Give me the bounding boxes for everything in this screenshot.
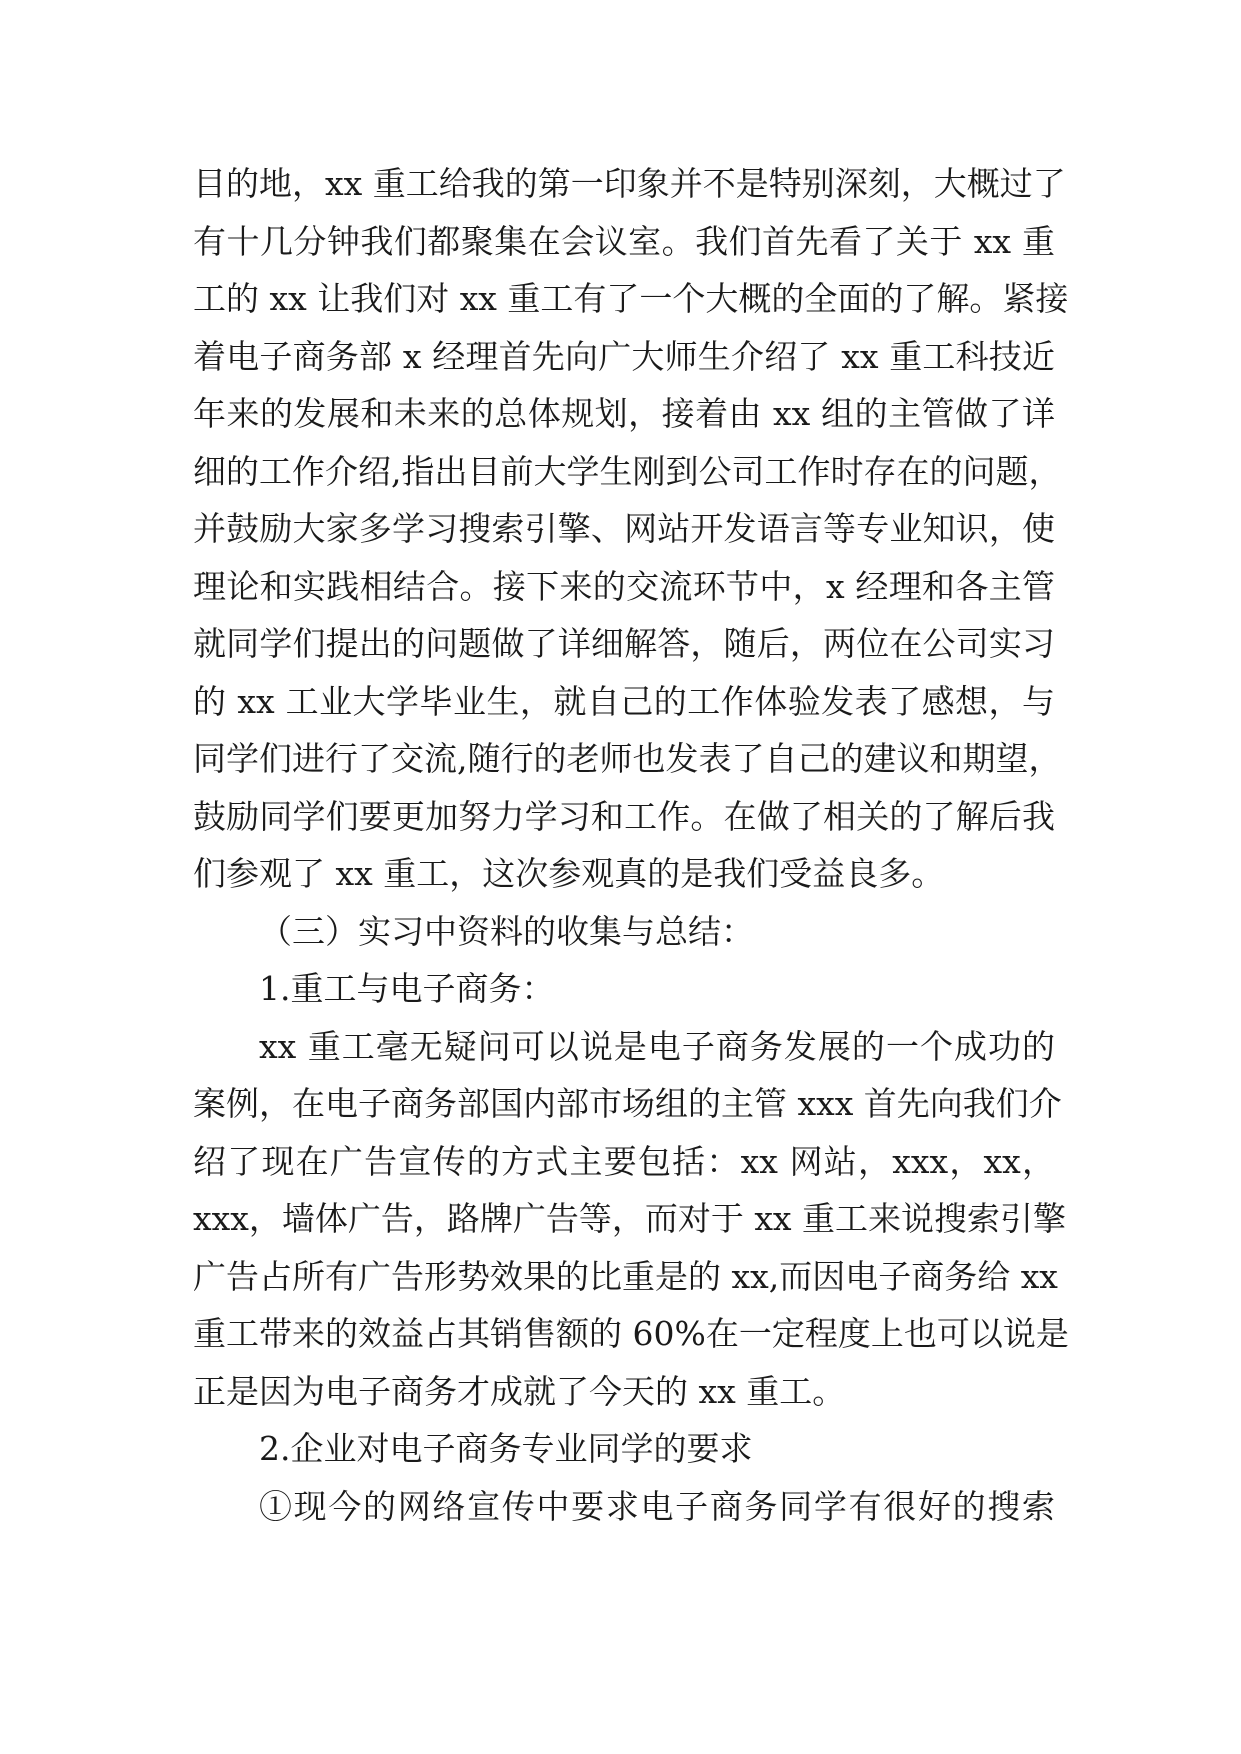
text-line: 细的工作介绍,指出目前大学生刚到公司工作时存在的问题， (193, 451, 1062, 491)
text-line: ①现今的网络宣传中要求电子商务同学有很好的搜索 (259, 1486, 1055, 1526)
text-line: 目的地，xx 重工给我的第一印象并不是特别深刻，大概过了 (193, 164, 1066, 203)
text-line: 年来的发展和未来的总体规划，接着由 xx 组的主管做了详 (193, 394, 1055, 433)
text-line: 鼓励同学们要更加努力学习和工作。在做了相关的了解后我 (193, 796, 1055, 836)
section-heading: （三）实习中资料的收集与总结： (259, 911, 754, 951)
text-line: 正是因为电子商务才成就了今天的 xx 重工。 (193, 1371, 846, 1411)
text-line: 工的 xx 让我们对 xx 重工有了一个大概的全面的了解。紧接 (193, 279, 1069, 318)
text-line: 们参观了 xx 重工，这次参观真的是我们受益良多。 (193, 854, 945, 893)
text-line: 并鼓励大家多学习搜索引擎、网站开发语言等专业知识，使 (193, 509, 1055, 548)
text-line: xx 重工毫无疑问可以说是电子商务发展的一个成功的 (259, 1026, 1055, 1066)
text-line: 重工带来的效益占其销售额的 60%在一定程度上也可以说是 (193, 1314, 1069, 1353)
body-text (193, 155, 1069, 1535)
text-line: 理论和实践相结合。接下来的交流环节中，x 经理和各主管 (193, 566, 1055, 606)
text-line: 广告占所有广告形势效果的比重是的 xx,而因电子商务给 xx (193, 1256, 1058, 1296)
text-line: xxx，墙体广告，路牌广告等，而对于 xx 重工来说搜索引擎 (193, 1199, 1067, 1238)
text-line: 就同学们提出的问题做了详细解答，随后，两位在公司实习 (193, 624, 1055, 663)
text-line: 同学们进行了交流,随行的老师也发表了自己的建议和期望， (193, 739, 1062, 778)
text-line: 案例，在电子商务部国内部市场组的主管 xxx 首先向我们介 (193, 1084, 1062, 1123)
text-line: 绍了现在广告宣传的方式主要包括：xx 网站，xxx，xx， (193, 1141, 1055, 1181)
text-line: 有十几分钟我们都聚集在会议室。我们首先看了关于 xx 重 (193, 221, 1055, 261)
subsection-heading: 1.重工与电子商务： (259, 969, 555, 1008)
subsection-heading: 2.企业对电子商务专业同学的要求 (259, 1429, 753, 1468)
text-line: 着电子商务部 x 经理首先向广大师生介绍了 xx 重工科技近 (193, 336, 1055, 376)
text-line: 的 xx 工业大学毕业生，就自己的工作体验发表了感想，与 (193, 681, 1055, 721)
